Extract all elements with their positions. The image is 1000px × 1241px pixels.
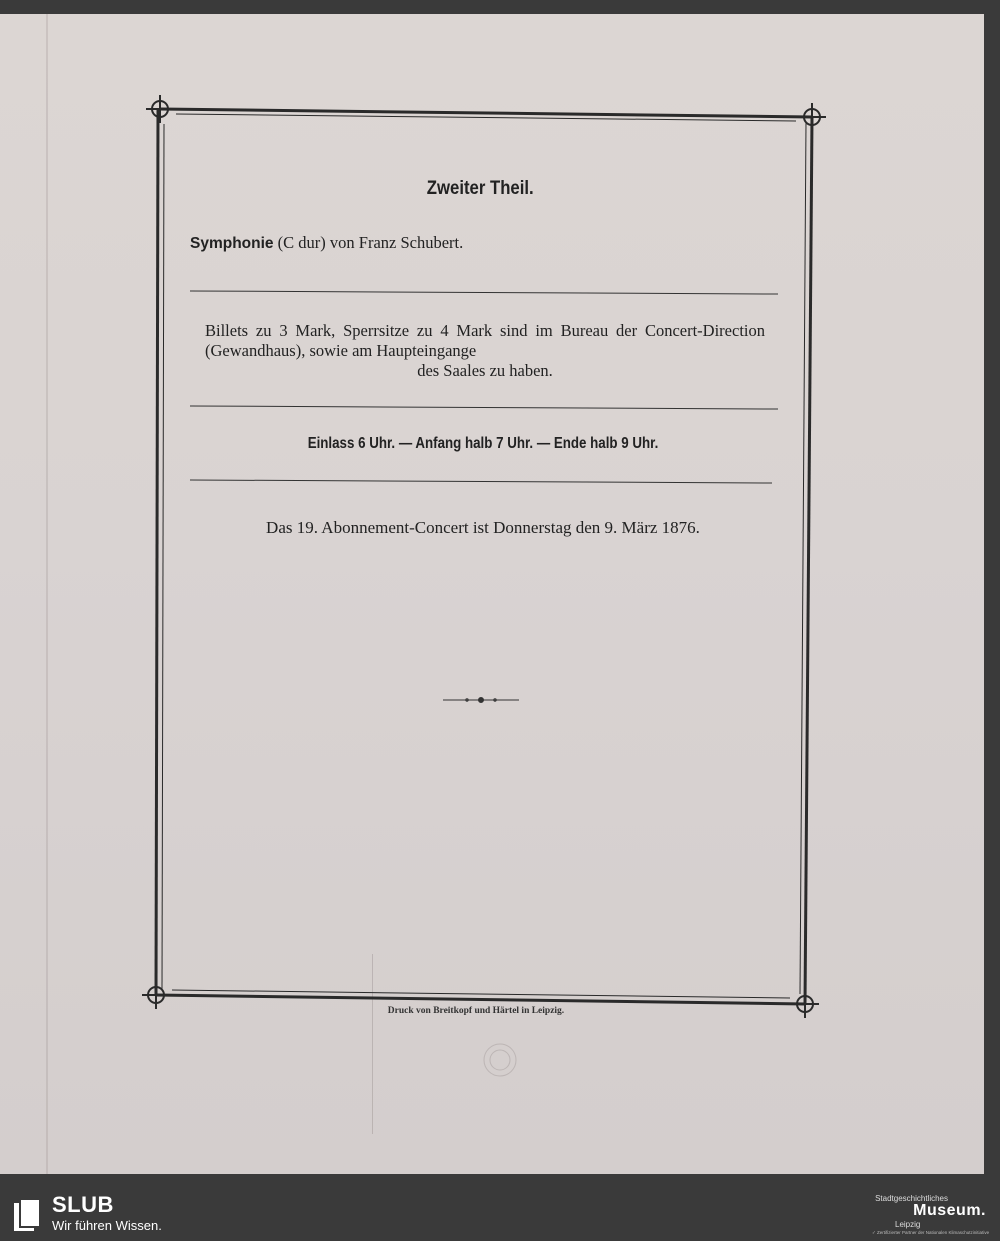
work-details: (C dur) von Franz Schubert.: [277, 233, 464, 252]
partner-small-label: Stadtgeschichtliches: [875, 1194, 948, 1203]
corner-ornament-top-right: [798, 103, 826, 131]
next-concert-notice: Das 19. Abonnement-Concert ist Donnerstag den 9. März 1876.: [266, 518, 700, 537]
ticket-info-text: Billets zu 3 Mark, Sperrsitze zu 4 Mark sind im Bureau der Concert-Direction (Gewandhaus), sowie am Haupteingange: [205, 321, 765, 360]
partner-city: Leipzig: [895, 1220, 921, 1229]
slub-logo-icon: [12, 1197, 42, 1233]
library-name: SLUB: [52, 1192, 114, 1217]
partner-note: ✓ Zertifizierter Partner der Nationalen Klimaschutzinitiative: [872, 1230, 990, 1235]
corner-ornament-bottom-left: [142, 981, 170, 1009]
ticket-info: [205, 321, 765, 381]
ticket-info-last-line: des Saales zu haben.: [417, 361, 553, 380]
work-title: Symphonie: [190, 235, 274, 252]
section-heading: Zweiter Theil.: [426, 178, 534, 199]
partner-name: Museum.: [913, 1202, 986, 1219]
viewer-footer-bar: [0, 1192, 1000, 1241]
schedule-line: Einlass 6 Uhr. — Anfang halb 7 Uhr. — Ende halb 9 Uhr.: [307, 435, 659, 452]
corner-ornament-top-left: [146, 95, 174, 123]
printer-imprint: Druck von Breitkopf und Härtel in Leipzig.: [387, 1006, 565, 1016]
library-tagline: Wir führen Wissen.: [52, 1218, 162, 1233]
embossed-stamp: [484, 1044, 516, 1076]
program-line: [190, 233, 463, 253]
center-ornament: [443, 698, 519, 703]
